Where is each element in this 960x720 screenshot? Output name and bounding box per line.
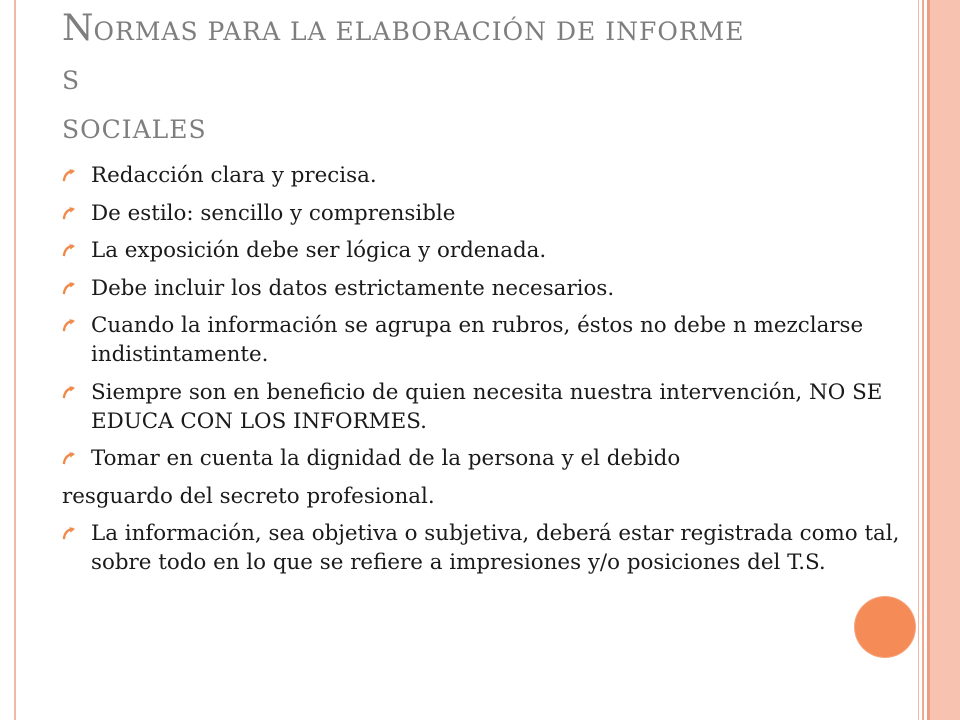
curved-arrow-bullet-icon bbox=[62, 206, 77, 221]
curved-arrow-bullet-icon bbox=[62, 168, 77, 183]
title-initial: N bbox=[62, 8, 94, 49]
title-line-1: ORMAS PARA LA ELABORACIÓN DE INFORME bbox=[93, 17, 745, 46]
slide-title bbox=[62, 6, 892, 153]
list-item bbox=[62, 311, 911, 369]
bullet-text: Cuando la información se agrupa en rubros, éstos no debe n mezclarse indistintamente. bbox=[91, 313, 864, 367]
curved-arrow-bullet-icon bbox=[62, 385, 77, 400]
list-item bbox=[62, 519, 911, 577]
list-item bbox=[62, 444, 912, 473]
bullet-text: Redacción clara y precisa. bbox=[91, 163, 377, 188]
right-frame-stripe bbox=[927, 0, 930, 720]
right-frame-stripe bbox=[922, 0, 924, 720]
bullet-text: La información, sea objetiva o subjetiva, deberá estar registrada como tal, sobre todo en lo que se refiere a impresiones y/o posiciones del T.S. bbox=[91, 521, 900, 575]
accent-circle bbox=[855, 597, 915, 657]
list-item bbox=[62, 274, 912, 303]
bullet-text: De estilo: sencillo y comprensible bbox=[91, 200, 456, 226]
curved-arrow-bullet-icon bbox=[62, 281, 77, 296]
bullet-text: Debe incluir los datos estrictamente necesarios. bbox=[91, 275, 615, 301]
bullet-list bbox=[62, 161, 912, 586]
curved-arrow-bullet-icon bbox=[62, 243, 77, 258]
list-item bbox=[62, 161, 912, 190]
curved-arrow-bullet-icon bbox=[62, 526, 77, 541]
curved-arrow-bullet-icon bbox=[62, 451, 77, 466]
right-frame-band bbox=[928, 0, 960, 720]
continuation-text: resguardo del secreto profesional. bbox=[62, 483, 435, 509]
curved-arrow-bullet-icon bbox=[62, 318, 77, 333]
bullet-text: Siempre son en beneficio de quien necesita nuestra intervención, NO SE EDUCA CON LOS INFORMES. bbox=[91, 379, 883, 434]
bullet-text: La exposición debe ser lógica y ordenada. bbox=[91, 238, 547, 263]
list-item bbox=[62, 199, 912, 228]
list-item bbox=[62, 236, 912, 265]
left-frame-rule bbox=[14, 0, 16, 720]
list-item bbox=[62, 378, 911, 436]
bullet-text: Tomar en cuenta la dignidad de la persona y el debido bbox=[91, 446, 681, 471]
title-line-3: SOCIALES bbox=[62, 115, 207, 144]
title-line-2: S bbox=[62, 66, 81, 95]
right-frame-stripe bbox=[918, 0, 919, 720]
